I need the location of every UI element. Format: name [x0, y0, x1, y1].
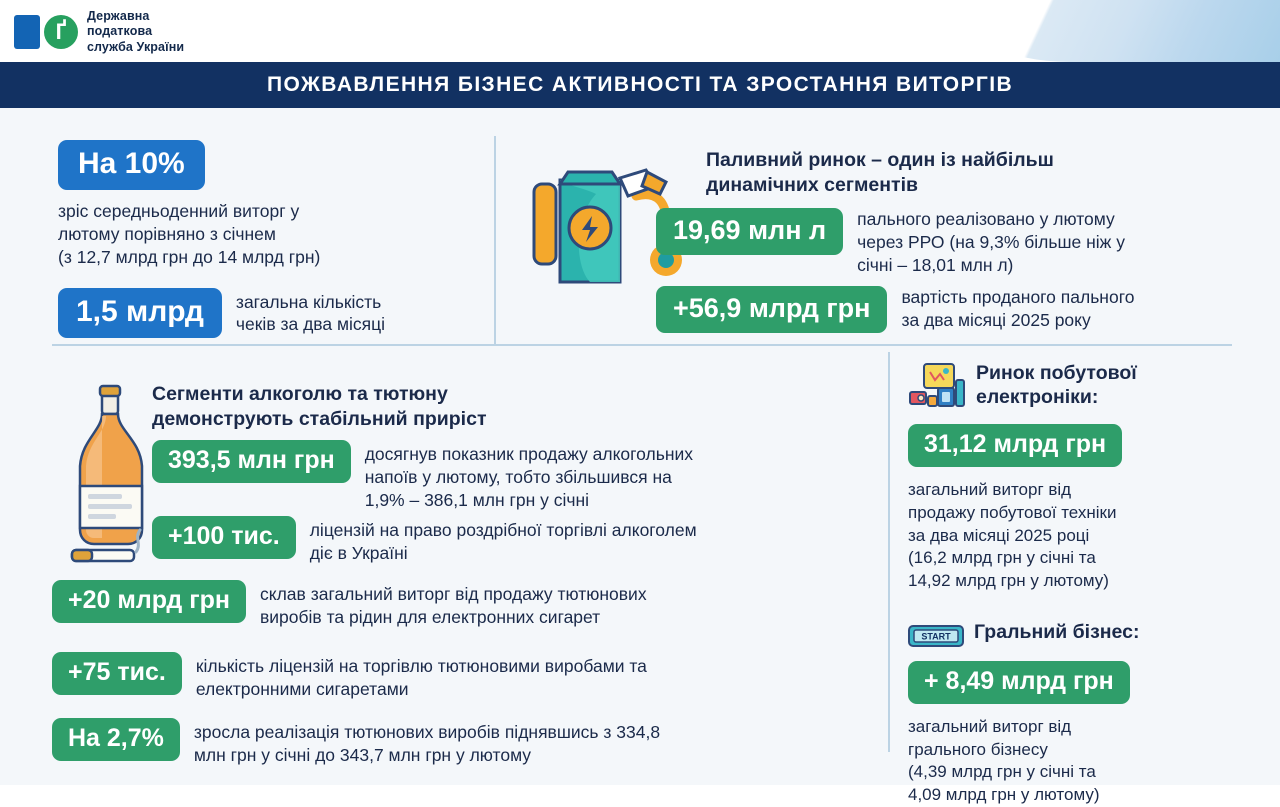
receipts-line1: загальна кількість	[235, 291, 382, 312]
gambling-desc-line4: 4,09 млрд грн у лютому)	[908, 785, 1100, 805]
pill-receipts-count: 1,5 млрд	[58, 288, 222, 338]
logo-blue-shape	[14, 15, 40, 49]
fuel-volume-line2: через РРО (на 9,3% більше ніж у	[857, 232, 1125, 253]
title-band	[0, 62, 1280, 108]
daily-turnover-description	[58, 200, 478, 268]
daily-turnover-line3: (з 12,7 млрд грн до 14 млрд грн)	[58, 246, 321, 267]
receipts-line2: чеків за два місяці	[235, 314, 386, 335]
gambling-description	[908, 716, 1258, 807]
pill-alcohol-sales: 393,5 млн грн	[152, 440, 351, 483]
receipts-description	[236, 291, 385, 336]
tobacco-turnover-line1: склав загальний виторг від продажу тютюнових	[259, 584, 647, 604]
electronics-desc-line3: за два місяці 2025 році	[908, 525, 1090, 545]
electronics-heading	[908, 362, 1258, 412]
fuel-value-line1: вартість проданого пального	[901, 287, 1135, 307]
divider-horizontal	[52, 344, 1232, 346]
pill-growth-10-percent: На 10%	[58, 140, 205, 190]
tobacco-growth-line1: зросла реалізація тютюнових виробів піднявшись з 334,8	[193, 722, 661, 742]
daily-turnover-line1: зріс середньоденний виторг у	[58, 201, 300, 221]
agency-name-line2: податкова	[87, 24, 153, 39]
tobacco-licenses-row	[52, 652, 912, 701]
gambling-desc-line2: грального бізнесу	[908, 739, 1048, 759]
alcohol-sales-description	[365, 440, 693, 511]
header-bar	[0, 0, 1280, 62]
alcohol-licenses-line1: ліцензій на право роздрібної торгівлі алкоголем	[309, 520, 697, 540]
alcohol-tobacco-heading	[152, 382, 692, 433]
slot-machine-icon	[908, 623, 964, 649]
gambling-desc-line1: загальний виторг від	[908, 716, 1072, 736]
fuel-value-line2: за два місяці 2025 року	[901, 310, 1091, 331]
daily-turnover-line2: лютому порівняно з січнем	[58, 223, 276, 244]
electronics-desc-line5: 14,92 млрд грн у лютому)	[908, 571, 1109, 591]
alcohol-licenses-description	[310, 516, 697, 565]
alcohol-sales-line3: 1,9% – 386,1 млн грн у січні	[364, 489, 590, 510]
electronics-heading-line2: електроніки:	[976, 385, 1099, 408]
section-electronics-and-gambling	[908, 362, 1258, 807]
tobacco-growth-row	[52, 718, 912, 767]
agency-name-line3: служба України	[87, 39, 185, 54]
fuel-volume-description	[857, 208, 1125, 277]
fuel-heading-line2: динамічних сегментів	[706, 174, 918, 197]
alcohol-licenses-line2: діє в Україні	[309, 542, 408, 563]
header-decorative-wave	[950, 0, 1280, 62]
tobacco-licenses-line2: електронними сигаретами	[195, 678, 409, 699]
svg-text:START: START	[921, 631, 951, 642]
receipts-row	[58, 288, 478, 338]
page-title: ПОЖВАВЛЕННЯ БІЗНЕС АКТИВНОСТІ ТА ЗРОСТАННЯ ВИТОРГІВ	[266, 73, 1014, 96]
pill-alcohol-licenses: +100 тис.	[152, 516, 296, 559]
alcohol-tobacco-heading-line1: Сегменти алкоголю та тютюну	[152, 383, 448, 405]
fuel-heading	[706, 148, 1246, 199]
pill-fuel-value: +56,9 млрд грн	[656, 286, 887, 333]
electronics-heading-text	[976, 362, 1137, 410]
tobacco-turnover-row	[52, 580, 912, 629]
electronics-desc-line1: загальний виторг від	[908, 480, 1072, 499]
alcohol-sales-line2: напоїв у лютому, тобто збільшився на	[364, 466, 672, 487]
pill-tobacco-turnover: +20 млрд грн	[52, 580, 246, 623]
home-electronics-icon	[908, 362, 966, 412]
tobacco-turnover-line2: виробів та рідин для електронних сигарет	[259, 606, 601, 627]
section-daily-turnover	[58, 140, 478, 338]
pill-electronics-turnover: 31,12 млрд грн	[908, 424, 1122, 467]
pill-gambling-turnover: + 8,49 млрд грн	[908, 661, 1130, 704]
alcohol-sales-line1: досягнув показник продажу алкогольних	[364, 444, 694, 464]
alcohol-licenses-row	[152, 516, 912, 565]
tobacco-growth-description	[194, 718, 660, 767]
fuel-volume-line3: січні – 18,01 млн л)	[857, 255, 1014, 276]
fuel-heading-line1: Паливний ринок – один із найбільш	[706, 149, 1054, 171]
gambling-heading	[908, 621, 1258, 649]
fuel-volume-row	[656, 208, 1256, 277]
divider-vertical-top	[494, 136, 496, 344]
logo-green-circle	[44, 15, 78, 49]
tobacco-turnover-description	[260, 580, 647, 629]
agency-name-line1: Державна	[87, 9, 150, 23]
trident-icon: Ґ	[55, 18, 67, 44]
dps-logo	[14, 9, 184, 55]
gambling-heading-text: Гральний бізнес:	[974, 620, 1140, 643]
gambling-block	[908, 621, 1258, 807]
fuel-volume-line1: пального реалізовано у лютому	[857, 209, 1115, 229]
electronics-desc-line2: продажу побутової техніки	[908, 502, 1117, 522]
logo-marks	[14, 15, 78, 49]
electronics-heading-line1: Ринок побутової	[976, 362, 1137, 384]
pill-tobacco-growth: На 2,7%	[52, 718, 180, 761]
tobacco-licenses-description	[196, 652, 647, 701]
tobacco-growth-line2: млн грн у січні до 343,7 млн грн у лютому	[193, 744, 532, 765]
pill-tobacco-licenses: +75 тис.	[52, 652, 182, 695]
agency-name	[87, 9, 184, 55]
fuel-value-row	[656, 286, 1256, 333]
alcohol-sales-row	[152, 440, 912, 511]
fuel-value-description	[901, 286, 1134, 332]
alcohol-tobacco-heading-line2: демонструють стабільний приріст	[152, 408, 487, 431]
tobacco-licenses-line1: кількість ліцензій на торгівлю тютюновими виробами та	[195, 656, 647, 676]
gambling-desc-line3: (4,39 млрд грн у січні та	[908, 762, 1096, 782]
electronics-description	[908, 479, 1258, 593]
electronics-desc-line4: (16,2 млрд грн у січні та	[908, 548, 1096, 568]
pill-fuel-volume: 19,69 млн л	[656, 208, 843, 255]
